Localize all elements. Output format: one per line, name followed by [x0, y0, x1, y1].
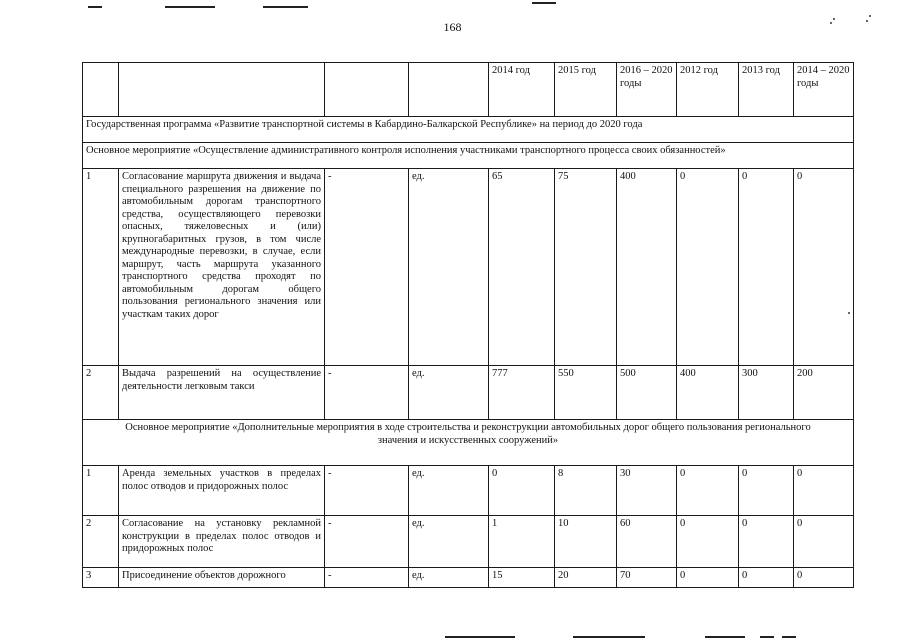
scan-line — [263, 6, 308, 8]
header-year-2012: 2012 год — [677, 63, 739, 117]
row-number: 2 — [83, 516, 119, 568]
row-value: 30 — [617, 466, 677, 516]
row-unit: ед. — [409, 169, 489, 366]
scan-line — [705, 636, 745, 638]
row-value: 20 — [555, 568, 617, 588]
header-cell — [119, 63, 325, 117]
program-title-row — [83, 117, 854, 143]
row-number: 3 — [83, 568, 119, 588]
row-value: 400 — [677, 366, 739, 420]
row-value: 1 — [489, 516, 555, 568]
row-value: 0 — [739, 516, 794, 568]
section-title: Основное мероприятие «Дополнительные мероприятия в ходе строительства и реконструкции автомобильных дорог общего пользования регионального значения и искусственных сооружений» — [83, 420, 854, 466]
row-mark: - — [325, 366, 409, 420]
row-value: 0 — [739, 466, 794, 516]
table-header-row — [83, 63, 854, 117]
row-number: 1 — [83, 466, 119, 516]
row-value: 65 — [489, 169, 555, 366]
header-year-2015: 2015 год — [555, 63, 617, 117]
row-mark: - — [325, 466, 409, 516]
row-name: Выдача разрешений на осуществление деятельности легковым такси — [119, 366, 325, 420]
row-value: 0 — [794, 516, 854, 568]
table-row — [83, 366, 854, 420]
row-value: 0 — [677, 169, 739, 366]
row-value: 0 — [794, 466, 854, 516]
row-mark: - — [325, 516, 409, 568]
row-name: Аренда земельных участков в пределах полос отводов и придорожных полос — [119, 466, 325, 516]
row-value: 70 — [617, 568, 677, 588]
indicators-table — [82, 62, 854, 588]
row-value: 75 — [555, 169, 617, 366]
row-value: 8 — [555, 466, 617, 516]
row-unit: ед. — [409, 516, 489, 568]
row-name: Присоединение объектов дорожного — [119, 568, 325, 588]
row-value: 500 — [617, 366, 677, 420]
table-row — [83, 466, 854, 516]
header-years-2014-2020: 2014 – 2020 годы — [794, 63, 854, 117]
row-name: Согласование на установку рекламной конструкции в пределах полос отводов и придорожных полос — [119, 516, 325, 568]
row-value: 0 — [489, 466, 555, 516]
row-value: 0 — [739, 169, 794, 366]
scan-line — [573, 636, 645, 638]
row-value: 0 — [677, 568, 739, 588]
scan-line — [165, 6, 215, 8]
row-value: 60 — [617, 516, 677, 568]
row-unit: ед. — [409, 466, 489, 516]
row-value: 400 — [617, 169, 677, 366]
row-value: 0 — [739, 568, 794, 588]
scan-line — [760, 636, 774, 638]
scan-line — [88, 6, 102, 8]
row-value: 777 — [489, 366, 555, 420]
row-mark: - — [325, 568, 409, 588]
row-value: 300 — [739, 366, 794, 420]
row-unit: ед. — [409, 568, 489, 588]
header-cell — [83, 63, 119, 117]
header-cell — [325, 63, 409, 117]
scan-line — [532, 2, 556, 4]
row-value: 0 — [794, 568, 854, 588]
scan-speck — [869, 15, 871, 17]
row-value: 15 — [489, 568, 555, 588]
section-title-row — [83, 420, 854, 466]
program-title: Государственная программа «Развитие транспортной системы в Кабардино-Балкарской Республике» на период до 2020 года — [83, 117, 854, 143]
row-name: Согласование маршрута движения и выдача специального разрешения на движение по автомобильным дорогам транспортного средства, осуществляющего перевозки опасных, тяжеловесных и (или) крупногабаритных грузов, в том числе международные перевозки, в случае, если маршрут, часть маршрута указанного транспортного средства проходят по автомобильным дорогам общего пользования регионального значения или участкам таких дорог — [119, 169, 325, 366]
page-number: 168 — [443, 20, 462, 34]
header-years-2016-2020: 2016 – 2020 годы — [617, 63, 677, 117]
table-row — [83, 568, 854, 588]
row-value: 0 — [794, 169, 854, 366]
row-value: 0 — [677, 516, 739, 568]
section-title-row — [83, 143, 854, 169]
table-row — [83, 516, 854, 568]
table-row — [83, 169, 854, 366]
scan-line — [782, 636, 796, 638]
row-value: 10 — [555, 516, 617, 568]
row-unit: ед. — [409, 366, 489, 420]
scan-line — [445, 636, 515, 638]
section-title: Основное мероприятие «Осуществление административного контроля исполнения участниками транспортного процесса своих обязанностей» — [83, 143, 854, 169]
row-number: 1 — [83, 169, 119, 366]
row-number: 2 — [83, 366, 119, 420]
row-value: 550 — [555, 366, 617, 420]
header-year-2013: 2013 год — [739, 63, 794, 117]
row-value: 0 — [677, 466, 739, 516]
header-year-2014: 2014 год — [489, 63, 555, 117]
row-value: 200 — [794, 366, 854, 420]
row-mark: - — [325, 169, 409, 366]
header-cell — [409, 63, 489, 117]
